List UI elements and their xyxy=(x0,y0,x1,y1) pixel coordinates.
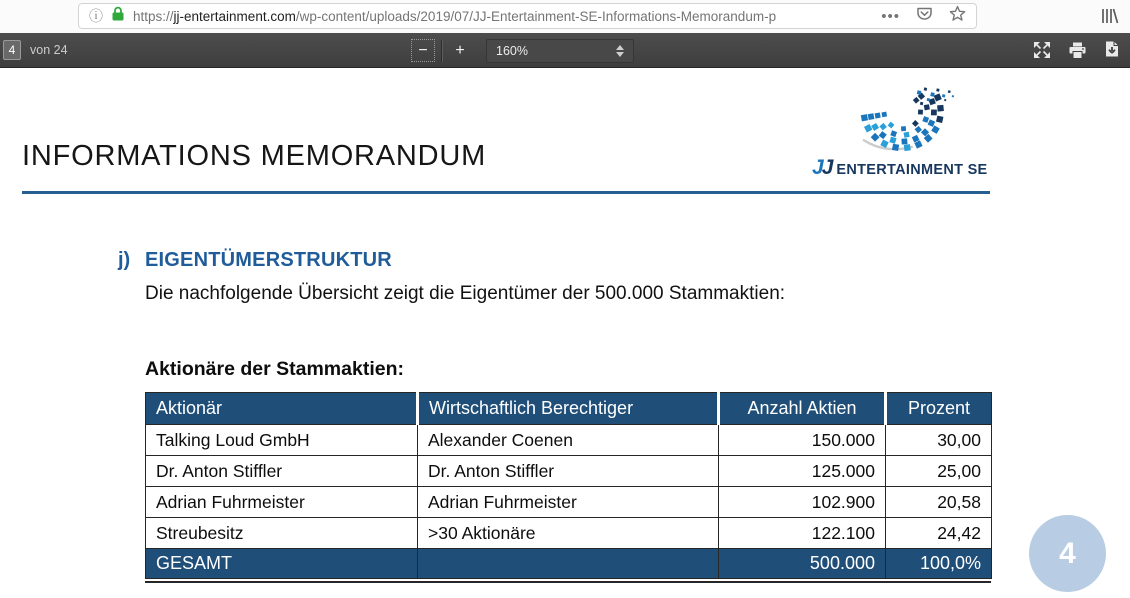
col-header: Prozent xyxy=(886,393,992,425)
url-protocol: https:// xyxy=(133,8,174,24)
company-logo-text: JJ ENTERTAINMENT SE xyxy=(812,156,988,179)
table-cell: 122.100 xyxy=(719,518,886,549)
lock-icon[interactable] xyxy=(112,6,124,26)
col-header: Wirtschaftlich Berechtiger xyxy=(418,393,719,425)
zoom-controls xyxy=(410,38,634,63)
zoom-level-value: 160% xyxy=(496,43,528,58)
toolbar-divider xyxy=(441,40,442,62)
download-icon[interactable] xyxy=(1104,41,1120,64)
table-cell: 24,42 xyxy=(886,518,992,549)
table-cell: Adrian Fuhrmeister xyxy=(418,487,719,518)
table-cell: Dr. Anton Stiffler xyxy=(146,456,418,487)
pocket-icon[interactable] xyxy=(916,5,933,27)
section-heading: EIGENTÜMERSTRUKTUR xyxy=(145,249,392,271)
col-header: Aktionär xyxy=(146,393,418,425)
url-actions xyxy=(881,5,966,27)
table-cell: Adrian Fuhrmeister xyxy=(146,487,418,518)
table-cell: Alexander Coenen xyxy=(418,425,719,456)
page-actions-icon[interactable]: ••• xyxy=(881,7,900,25)
title-rule xyxy=(22,191,990,194)
shareholder-table-wrap xyxy=(145,392,991,583)
zoom-out-button[interactable]: − xyxy=(410,38,436,63)
print-icon[interactable] xyxy=(1068,42,1087,64)
table-cell: 25,00 xyxy=(886,456,992,487)
company-logo xyxy=(812,86,992,180)
section-marker: j) xyxy=(118,249,131,271)
bookmark-star-icon[interactable] xyxy=(949,5,966,27)
url-domain: jj-entertainment.com xyxy=(173,8,296,24)
toolbar-right-icons xyxy=(1033,41,1120,64)
browser-chrome xyxy=(0,0,1130,33)
col-header: Anzahl Aktien xyxy=(719,393,886,425)
page-number-input[interactable] xyxy=(3,40,21,60)
pdf-page xyxy=(0,68,1130,598)
table-footer-row xyxy=(146,549,992,579)
table-cell: 100,0% xyxy=(886,549,992,579)
table-cell: 20,58 xyxy=(886,487,992,518)
select-spinner-icon xyxy=(616,45,624,57)
url-path: /wp-content/uploads/2019/07/JJ-Entertainment-SE-Informations-Memorandum-p xyxy=(295,8,777,24)
table-row xyxy=(146,518,992,549)
presentation-mode-icon[interactable] xyxy=(1033,41,1051,64)
pdf-toolbar xyxy=(0,33,1130,68)
table-row xyxy=(146,487,992,518)
table-cell: 150.000 xyxy=(719,425,886,456)
shareholder-table xyxy=(145,392,992,579)
table-cell: 500.000 xyxy=(719,549,886,579)
table-cell: >30 Aktionäre xyxy=(418,518,719,549)
table-cell: Streubesitz xyxy=(146,518,418,549)
table-header-row xyxy=(146,393,992,425)
table-cell: GESAMT xyxy=(146,549,418,579)
table-cell: Talking Loud GmbH xyxy=(146,425,418,456)
zoom-in-button[interactable]: + xyxy=(447,38,473,63)
table-row xyxy=(146,456,992,487)
table-cell: 30,00 xyxy=(886,425,992,456)
table-cell: Dr. Anton Stiffler xyxy=(418,456,719,487)
url-bar[interactable] xyxy=(78,3,977,29)
zoom-level-select[interactable] xyxy=(486,39,634,63)
table-cell: 125.000 xyxy=(719,456,886,487)
table-cell xyxy=(418,549,719,579)
url-text[interactable] xyxy=(133,9,872,24)
page-number-badge: 4 xyxy=(1029,515,1106,592)
library-icon[interactable] xyxy=(1100,7,1119,30)
mosaic-globe-icon xyxy=(860,86,956,156)
table-row xyxy=(146,425,992,456)
table-label: Aktionäre der Stammaktien: xyxy=(145,358,404,380)
page-info-icon[interactable]: ⓘ xyxy=(89,8,103,24)
table-cell: 102.900 xyxy=(719,487,886,518)
page-count-label: von 24 xyxy=(30,43,68,57)
intro-text: Die nachfolgende Übersicht zeigt die Eigentümer der 500.000 Stammaktien: xyxy=(145,283,786,304)
document-title: INFORMATIONS MEMORANDUM xyxy=(22,140,487,172)
shareholder-table-body xyxy=(146,425,992,549)
